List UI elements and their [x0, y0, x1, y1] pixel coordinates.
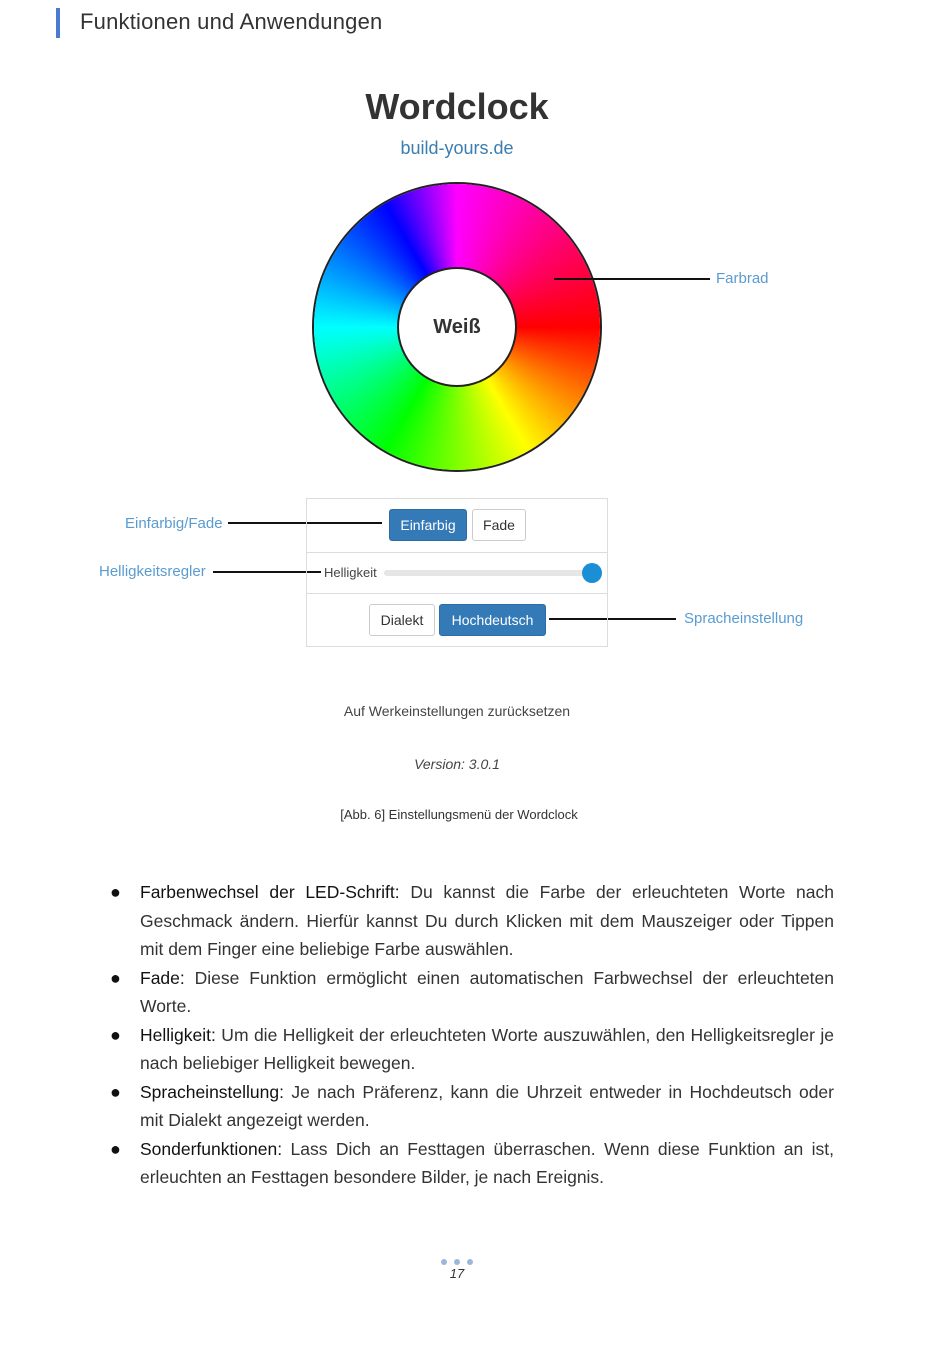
- callout-label-farbrad: Farbrad: [716, 270, 769, 287]
- brightness-slider-fill: [384, 570, 592, 576]
- panel-divider: [307, 552, 607, 553]
- list-item-term: Helligkeit:: [140, 1024, 216, 1045]
- list-item: [107, 878, 834, 964]
- factory-reset-link[interactable]: Auf Werkeinstellungen zurücksetzen: [343, 703, 571, 719]
- bullet-icon: ●: [110, 1081, 121, 1102]
- brightness-slider-thumb[interactable]: [582, 563, 602, 583]
- dot-icon: [467, 1259, 473, 1265]
- list-item-text: Lass Dich an Festtagen überraschen. Wenn diese Funktion an ist, erleuchten an Festtagen besondere Bilder, je nach Ereignis.: [140, 1138, 834, 1187]
- list-item-text: Je nach Präferenz, kann die Uhrzeit entweder in Hochdeutsch oder mit Dialekt angezeigt werden.: [140, 1081, 834, 1130]
- bullet-icon: ●: [110, 1138, 121, 1159]
- bullet-icon: ●: [110, 967, 121, 988]
- list-item-text: Du kannst die Farbe der erleuchteten Worte nach Geschmack ändern. Hierfür kannst Du durch Klicken mit dem Mauszeiger oder Tippen mit dem Finger eine beliebige Farbe auswählen.: [140, 882, 834, 959]
- header-accent-bar: [56, 8, 60, 38]
- brightness-label: Helligkeit: [324, 565, 377, 580]
- dot-icon: [441, 1259, 447, 1265]
- bullet-icon: ●: [110, 1024, 121, 1045]
- dialekt-button[interactable]: Dialekt: [369, 604, 435, 636]
- page-header-title: Funktionen und Anwendungen: [80, 9, 383, 34]
- callout-label-helligkeitsregler: Helligkeitsregler: [99, 563, 206, 580]
- brightness-slider[interactable]: [384, 570, 592, 576]
- callout-label-einfarbig-fade: Einfarbig/Fade: [125, 515, 223, 532]
- list-item: [107, 1021, 834, 1078]
- list-item-term: Fade:: [140, 967, 185, 988]
- hochdeutsch-button[interactable]: Hochdeutsch: [439, 604, 546, 636]
- color-wheel-center-label[interactable]: Weiß: [399, 269, 515, 385]
- bullet-icon: ●: [110, 882, 121, 902]
- callout-label-spracheinstellung: Spracheinstellung: [684, 610, 804, 627]
- color-wheel[interactable]: [314, 184, 600, 470]
- einfarbig-button[interactable]: Einfarbig: [389, 509, 467, 541]
- list-item: [107, 1078, 834, 1135]
- version-label: Version: 3.0.1: [414, 756, 500, 772]
- figure-caption: [Abb. 6] Einstellungsmenü der Wordclock: [340, 807, 578, 822]
- app-title: Wordclock: [365, 86, 549, 127]
- list-item-text: Diese Funktion ermöglicht einen automatischen Farbwechsel der erleuchteten Worte.: [140, 967, 834, 1016]
- page-number: 17: [449, 1266, 465, 1281]
- list-item: [107, 1135, 834, 1192]
- callout-line-helligkeitsregler: [213, 571, 321, 573]
- panel-divider: [307, 593, 607, 594]
- list-item-term: Farbenwechsel der LED-Schrift:: [140, 882, 400, 902]
- dot-icon: [454, 1259, 460, 1265]
- settings-panel: [306, 498, 608, 647]
- app-subtitle: build-yours.de: [400, 138, 514, 158]
- list-item-term: Spracheinstellung:: [140, 1081, 284, 1102]
- list-item-term: Sonderfunktionen:: [140, 1138, 283, 1159]
- feature-list: [107, 878, 834, 1192]
- fade-button[interactable]: Fade: [472, 509, 526, 541]
- callout-line-farbrad: [554, 278, 710, 280]
- list-item: [107, 964, 834, 1021]
- list-item-text: Um die Helligkeit der erleuchteten Worte auszuwählen, den Helligkeitsregler je nach beliebiger Helligkeit bewegen.: [140, 1024, 834, 1073]
